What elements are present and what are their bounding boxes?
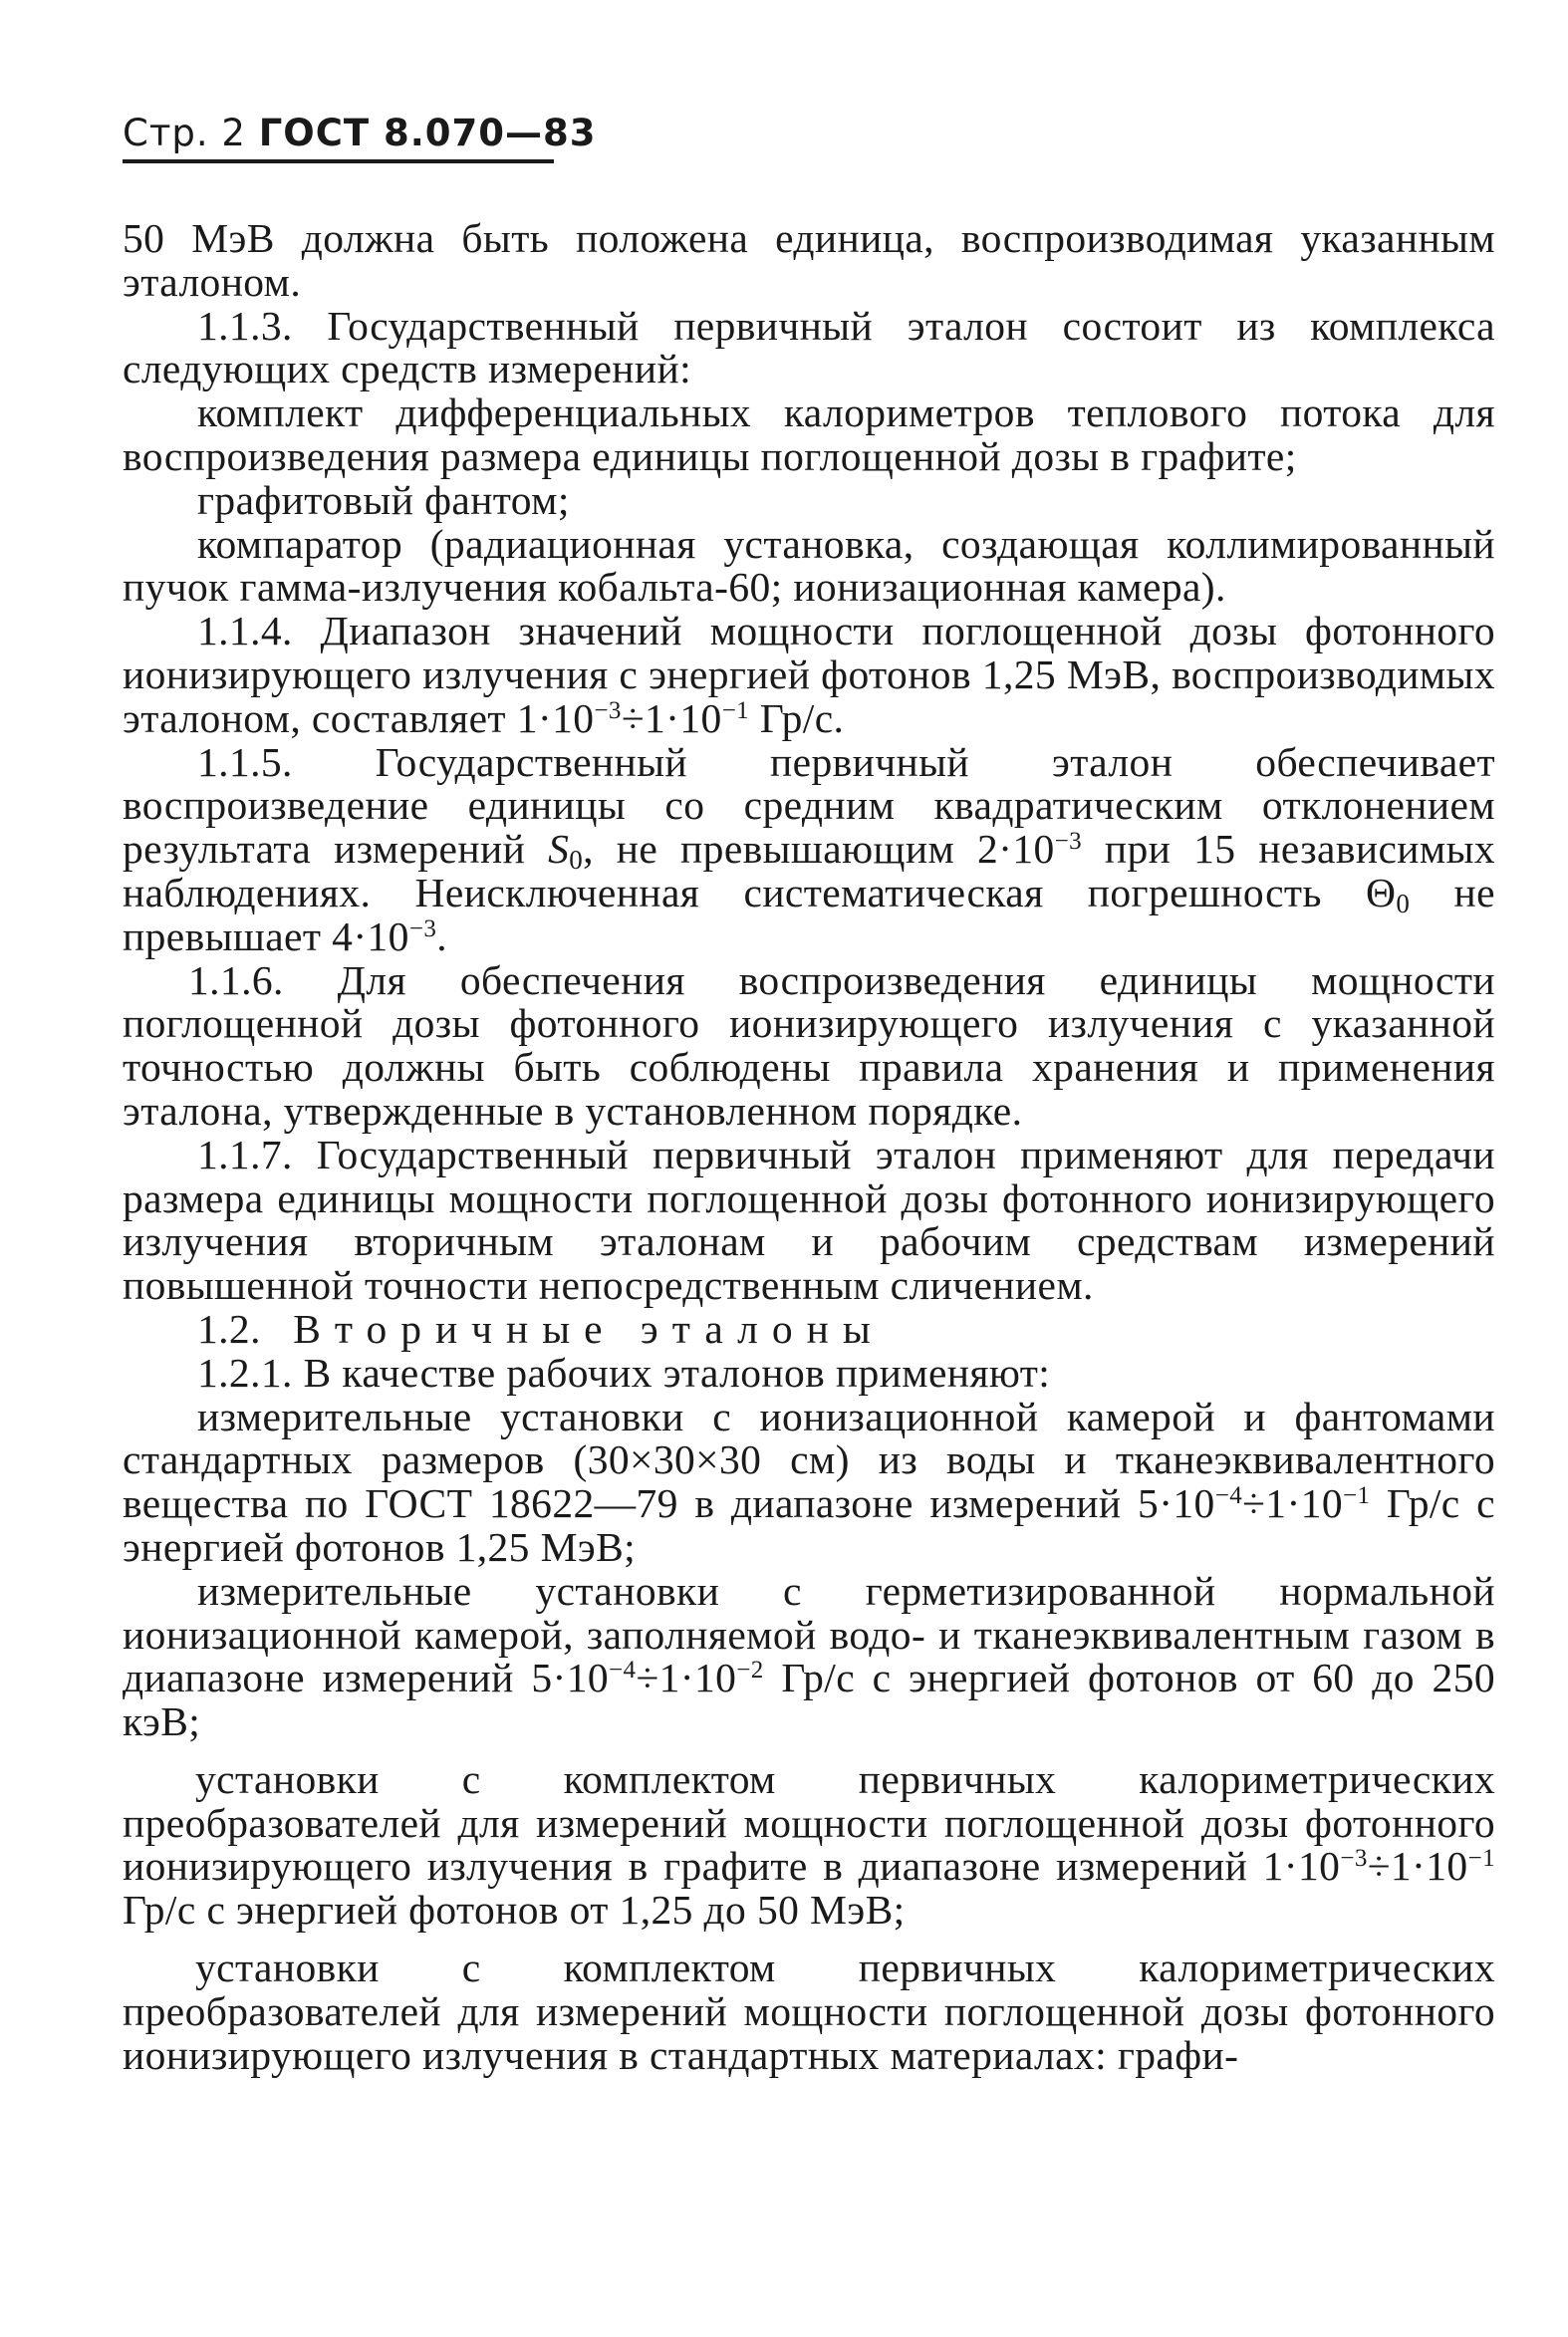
header-rule — [123, 159, 554, 163]
subscript: 0 — [569, 845, 584, 876]
text-run: . — [436, 912, 448, 959]
section-number: 1.2. — [197, 1305, 261, 1352]
list-item-comparator: компаратор (радиационная установка, создающая коллимированный пучок гамма-излучения кобальта-60; ионизационная камера). — [123, 520, 1495, 611]
text-run: ÷1·10 — [621, 694, 722, 741]
document-body — [123, 217, 1495, 2077]
list-item-calorimetric-graphite — [123, 1755, 1495, 1934]
text-run: Гр/с с энергией фотонов от 60 до 250 кэВ; — [123, 1655, 1495, 1745]
section-title: Вторичные эталоны — [293, 1305, 885, 1352]
page-number-label: Стр. 2 — [123, 112, 246, 154]
paragraph-1-1-6: 1.1.6. Для обеспечения воспроизведения единицы мощности поглощенной дозы фотонного ионизирующего излучения с указанной точностью должны быть соблюдены правила хранения и применения эталона, утвержденные в установленном порядке. — [123, 956, 1495, 1134]
exponent: −3 — [408, 914, 437, 942]
list-item-phantom: графитовый фантом; — [197, 476, 570, 523]
exponent: −2 — [736, 1657, 764, 1685]
paragraph-1-1-5 — [123, 738, 1496, 959]
text-run: не превышает 4·10 — [123, 869, 1495, 959]
text-run: Гр/с. — [749, 694, 845, 741]
exponent: −4 — [1214, 1482, 1243, 1510]
exponent: −1 — [721, 696, 750, 724]
text-run: , не превышающим 2·10 — [583, 826, 1055, 873]
paragraph-1-1-7: 1.1.7. Государственный первичный эталон применяют для передачи размера единицы мощности поглощенной дозы фотонного ионизирующего излучения вторичным эталонам и рабочим средствам измерений повышенной точности непосредственным сличением. — [123, 1131, 1495, 1309]
exponent: −3 — [1054, 828, 1083, 856]
text-run: измерительные установки с ионизационной камерой и фантомами стандартных размеров (30×30×30 см) из воды и тканеэквивалентного вещества по ГОСТ 18622—79 в диапазоне измерений 5·10 — [123, 1393, 1495, 1527]
section-heading-1-2 — [123, 1305, 1495, 1352]
list-item-calorimeters: комплект дифференциальных калориметров теплового потока для воспроизведения размера единицы поглощенной дозы в графите; — [123, 390, 1495, 479]
exponent: −4 — [609, 1657, 637, 1685]
standard-designation: ГОСТ 8.070—83 — [258, 112, 597, 154]
page-header — [123, 112, 597, 154]
text-run: 1.1.4. Диапазон значений мощности поглощенной дозы фотонного ионизирующего излучения с энергией фотонов 1,25 МэВ, воспроизводимых эталоном, составляет 1·10 — [123, 608, 1495, 741]
paragraph-1-2-1: 1.2.1. В качестве рабочих эталонов применяют: — [197, 1349, 1051, 1396]
exponent: −1 — [1467, 1845, 1495, 1873]
exponent: −1 — [1342, 1482, 1371, 1510]
text-run: Гр/с с энергией фотонов 1,25 МэВ; — [123, 1480, 1495, 1570]
text-run: при 15 независимых наблюдениях. Неисключенная систематическая погрешность Θ — [123, 826, 1496, 915]
list-item-calorimetric-materials: установки с комплектом первичных калориметрических преобразователей для измерений мощности поглощенной дозы фотонного ионизирующего излучения в стандартных материалах: графи- — [123, 1945, 1495, 2078]
paragraph-1-1-4 — [123, 610, 1495, 740]
subscript: 0 — [1396, 888, 1411, 918]
exponent: −3 — [1340, 1845, 1368, 1873]
text-run: измерительные установки с герметизированной нормальной ионизационной камерой, заполняемой водо- и тканеэквивалентным газом в диапазоне измерений 5·10 — [123, 1567, 1495, 1701]
symbol-s: S — [548, 826, 570, 873]
text-run: установки с комплектом первичных калориметрических преобразователей для измерений мощности поглощенной дозы фотонного ионизирующего излучения в графите в диапазоне измерений 1·10 — [123, 1755, 1495, 1890]
paragraph-1-1-3: 1.1.3. Государственный первичный эталон состоит из комплекса следующих средств измерений: — [123, 302, 1495, 392]
paragraph-continuation: 50 МэВ должна быть положена единица, воспроизводимая указанным эталоном. — [123, 215, 1495, 305]
list-item-ionization-phantom — [123, 1393, 1495, 1570]
text-run: ÷1·10 — [1242, 1480, 1343, 1527]
text-run: 1.1.5. Государственный первичный эталон обеспечивает воспроизведение единицы со средним квадратическим отклонением результата измерений — [123, 738, 1495, 873]
exponent: −3 — [594, 696, 622, 724]
list-item-sealed-chamber — [123, 1567, 1495, 1745]
text-run: ÷1·10 — [1367, 1843, 1468, 1890]
text-run: Гр/с с энергией фотонов от 1,25 до 50 МэВ; — [123, 1887, 906, 1934]
text-run: ÷1·10 — [636, 1655, 737, 1701]
